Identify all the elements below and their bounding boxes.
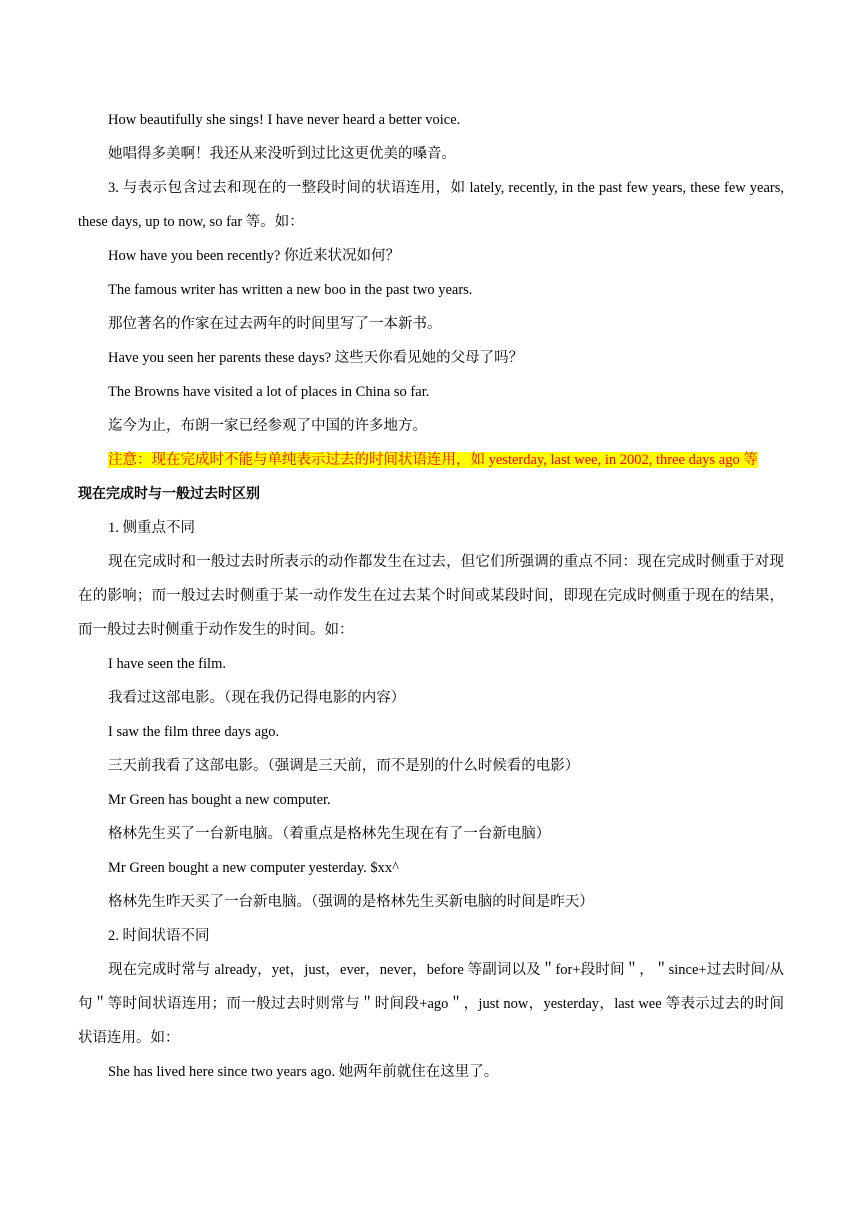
- rule-paragraph: 3. 与表示包含过去和现在的一整段时间的状语连用，如 lately, recently, in the past few years, these few years, these days, up to now, so far 等。如：: [78, 180, 784, 230]
- example-sentence: I saw the film three days ago.: [108, 724, 280, 740]
- highlighted-note: 注意：现在完成时不能与单纯表示过去的时间状语连用，如 yesterday, last wee, in 2002, three days ago 等: [108, 452, 758, 468]
- note-paragraph: [78, 443, 784, 477]
- example-translation: 格林先生买了一台新电脑。（着重点是格林先生现在有了一台新电脑）: [108, 826, 551, 842]
- example-translation: 三天前我看了这部电影。（强调是三天前，而不是别的什么时候看的电影）: [108, 758, 580, 774]
- section-title: 现在完成时与一般过去时区别: [78, 486, 260, 502]
- example-sentence: Mr Green bought a new computer yesterday. $xx^: [108, 860, 399, 876]
- example-translation: 她唱得多美啊！我还从来没听到过比这更优美的嗓音。: [108, 146, 456, 162]
- example-sentence: Have you seen her parents these days? 这些天你看见她的父母了吗？: [108, 350, 524, 366]
- example-translation: 那位著名的作家在过去两年的时间里写了一本新书。: [108, 316, 442, 332]
- explanation-paragraph: 现在完成时常与 already，yet，just，ever，never，before 等副词以及＂for+段时间＂，＂since+过去时间/从句＂等时间状语连用；而一般过去时则常与＂时间段+ago＂，just now，yesterday，last wee 等表示过去的时间状语连用。如：: [78, 962, 784, 1046]
- example-translation: 我看过这部电影。（现在我仍记得电影的内容）: [108, 690, 406, 706]
- example-sentence: How beautifully she sings! I have never heard a better voice.: [108, 112, 461, 128]
- example-sentence: The Browns have visited a lot of places in China so far.: [108, 384, 430, 400]
- example-sentence: She has lived here since two years ago. 她两年前就住在这里了。: [108, 1064, 499, 1080]
- example-sentence: How have you been recently? 你近来状况如何？: [108, 248, 400, 264]
- example-sentence: The famous writer has written a new boo in the past two years.: [108, 282, 473, 298]
- document-page: [78, 103, 784, 1089]
- example-sentence: I have seen the film.: [108, 656, 226, 672]
- subheading: 2. 时间状语不同: [108, 928, 210, 944]
- example-translation: 迄今为止，布朗一家已经参观了中国的许多地方。: [108, 418, 427, 434]
- example-translation: 格林先生昨天买了一台新电脑。（强调的是格林先生买新电脑的时间是昨天）: [108, 894, 594, 910]
- explanation-paragraph: 现在完成时和一般过去时所表示的动作都发生在过去，但它们所强调的重点不同：现在完成时侧重于对现在的影响；而一般过去时侧重于某一动作发生在过去某个时间或某段时间，即现在完成时侧重于现在的结果，而一般过去时侧重于动作发生的时间。如：: [78, 554, 784, 638]
- example-sentence: Mr Green has bought a new computer.: [108, 792, 331, 808]
- subheading: 1. 侧重点不同: [108, 520, 195, 536]
